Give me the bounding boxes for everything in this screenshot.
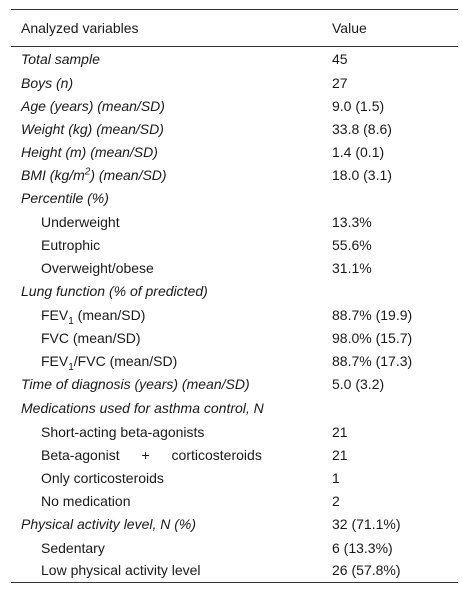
row-label-lung-function: Lung function (% of predicted) [21,283,208,299]
row-value-no-med: 2 [332,492,340,509]
row-label-ba-cs: Beta-agonist + corticosteroids [41,446,262,463]
row-value-fev1: 88.7% (19.9) [332,306,413,323]
table-row [11,466,458,489]
row-value-physical-activity: 32 (71.1%) [332,516,401,532]
table-row [11,372,458,396]
table-row [11,256,458,279]
table-header-row [11,10,458,47]
fev1-label-pre: FEV [41,306,69,323]
fev1fvc-label-sub: 1 [68,361,74,373]
row-value-lung-function [326,279,458,303]
fev1-label-sub: 1 [68,315,74,327]
row-value-time-diagnosis: 5.0 (3.2) [332,376,385,392]
row-value-medications [326,396,458,420]
row-label-eutrophic: Eutrophic [41,236,101,253]
row-value-fvc: 98.0% (15.7) [332,329,413,346]
row-label-low-activity: Low physical activity level [41,562,201,579]
table-row [11,117,458,140]
row-label-boys: Boys (n) [21,74,74,91]
table-row [11,303,458,326]
row-value-overweight: 31.1% [332,259,372,276]
row-value-age: 9.0 (1.5) [332,97,385,114]
row-label-underweight: Underweight [41,213,120,230]
row-label-saba: Short-acting beta-agonists [41,423,205,440]
row-value-fev1-fvc: 88.7% (17.3) [332,352,413,369]
row-value-boys: 27 [332,74,348,91]
row-value-percentile [326,186,458,210]
row-label-fev1 [11,303,326,326]
row-label-overweight: Overweight/obese [41,259,154,276]
table-row [11,94,458,117]
header-value: Value [332,20,367,36]
fev1fvc-label-post: /FVC (mean/SD) [73,352,178,369]
table-row [11,233,458,256]
row-label-time-diagnosis: Time of diagnosis (years) (mean/SD) [21,376,250,392]
data-table-container [11,9,452,583]
table-row [11,326,458,349]
bmi-label-post: ) (mean/SD) [90,166,167,183]
row-label-physical-activity: Physical activity level, N (%) [21,516,197,532]
fev1-label-post: (mean/SD) [73,306,146,323]
row-value-low-activity: 26 (57.8%) [332,562,401,579]
row-value-only-cs: 1 [332,469,340,486]
row-label-percentile: Percentile (%) [21,190,109,206]
bmi-label-pre: BMI (kg/m [21,166,85,183]
row-value-eutrophic: 55.6% [332,236,372,253]
row-label-sedentary: Sedentary [41,539,105,556]
table-row [11,396,458,420]
table-row [11,489,458,512]
row-value-bmi: 18.0 (3.1) [332,166,392,183]
row-label-age: Age (years) (mean/SD) [21,97,165,114]
table-row [11,140,458,163]
row-label-medications: Medications used for asthma control, N [21,400,264,416]
row-label-fev1-fvc [11,349,326,372]
row-label-weight: Weight (kg) (mean/SD) [21,120,164,137]
row-value-ba-cs: 21 [332,446,348,463]
row-value-height: 1.4 (0.1) [332,143,385,160]
row-value-weight: 33.8 (8.6) [332,120,392,137]
row-label-no-med: No medication [41,492,131,509]
table-row [11,420,458,443]
table-row [11,163,458,186]
table-row [11,559,458,582]
table-row [11,349,458,372]
row-value-saba: 21 [332,423,348,440]
variables-table [11,9,458,583]
row-label-bmi [11,163,326,186]
table-row [11,47,458,72]
row-label-fvc: FVC (mean/SD) [41,329,141,346]
table-row [11,210,458,233]
row-value-total-sample: 45 [332,51,348,67]
table-row [11,443,458,466]
row-label-height: Height (m) (mean/SD) [21,143,158,160]
table-row [11,279,458,303]
table-row [11,536,458,559]
table-row [11,71,458,94]
row-label-total-sample: Total sample [21,51,100,67]
table-row [11,186,458,210]
row-label-only-cs: Only corticosteroids [41,469,164,486]
bmi-label-sup: 2 [84,165,91,177]
header-variables: Analyzed variables [21,20,139,36]
row-value-underweight: 13.3% [332,213,372,230]
fev1fvc-label-pre: FEV [41,352,69,369]
table-row [11,512,458,536]
row-value-sedentary: 6 (13.3%) [332,539,393,556]
